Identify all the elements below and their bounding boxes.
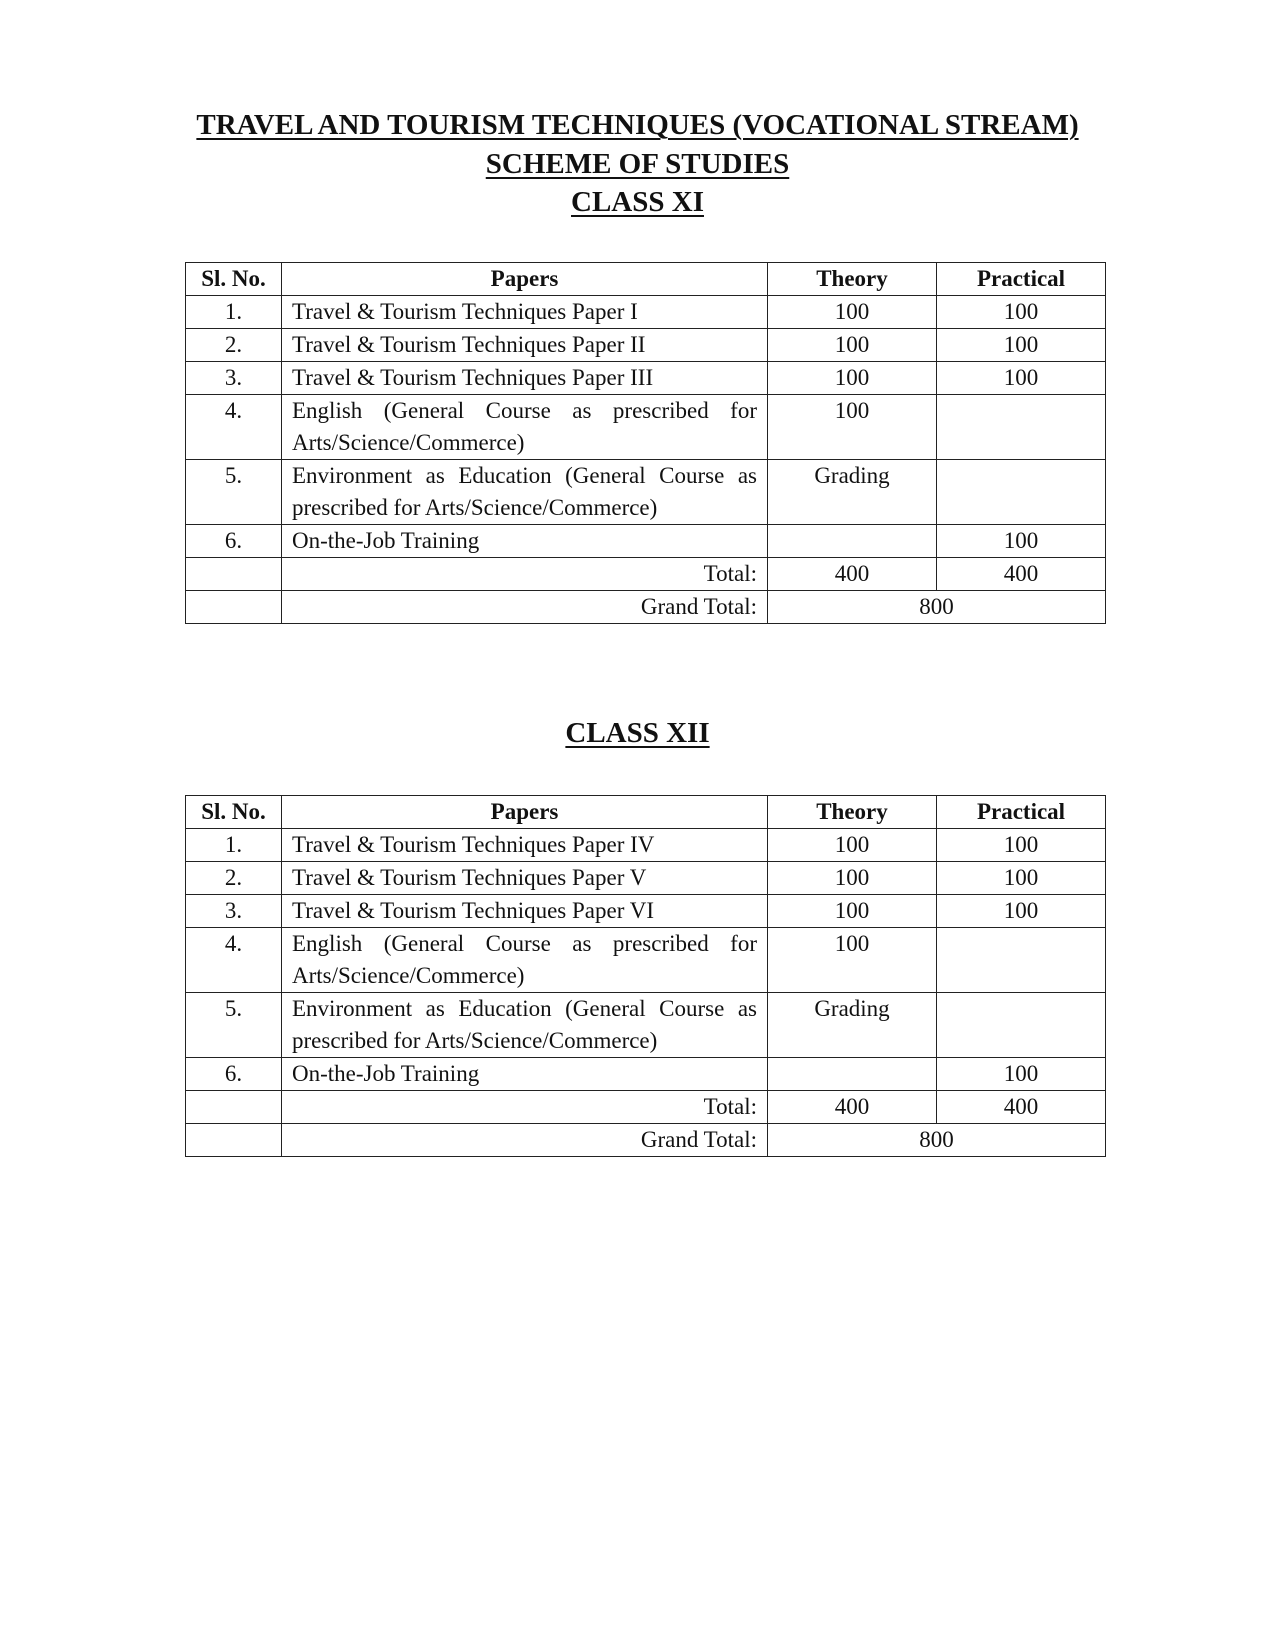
- practical-cell: 100: [937, 829, 1106, 862]
- column-header-sl-no: Sl. No.: [186, 263, 282, 296]
- paper-cell: Travel & Tourism Techniques Paper III: [282, 362, 768, 395]
- sl-no-cell: 6.: [186, 1058, 282, 1091]
- sl-no-cell: 2.: [186, 329, 282, 362]
- theory-cell: 100: [768, 362, 937, 395]
- paper-cell: Travel & Tourism Techniques Paper II: [282, 329, 768, 362]
- paper-cell: Travel & Tourism Techniques Paper I: [282, 296, 768, 329]
- sl-no-cell: 3.: [186, 895, 282, 928]
- column-header-theory: Theory: [768, 263, 937, 296]
- table-header-row: [186, 796, 1106, 829]
- empty-cell: [186, 1124, 282, 1157]
- sl-no-cell: 6.: [186, 525, 282, 558]
- paper-cell: Travel & Tourism Techniques Paper V: [282, 862, 768, 895]
- total-row: [186, 1091, 1106, 1124]
- table-row: [186, 525, 1106, 558]
- paper-cell: On-the-Job Training: [282, 1058, 768, 1091]
- grand-total-label: Grand Total:: [282, 1124, 768, 1157]
- theory-cell: 100: [768, 895, 937, 928]
- total-row: [186, 558, 1106, 591]
- practical-cell: 100: [937, 895, 1106, 928]
- paper-cell: Travel & Tourism Techniques Paper VI: [282, 895, 768, 928]
- table-row: [186, 460, 1106, 525]
- column-header-practical: Practical: [937, 263, 1106, 296]
- column-header-papers: Papers: [282, 263, 768, 296]
- class-xii-heading: CLASS XII: [565, 717, 710, 749]
- table-row: [186, 928, 1106, 993]
- document-subtitle: SCHEME OF STUDIES: [485, 148, 790, 180]
- empty-cell: [186, 591, 282, 624]
- theory-cell: [768, 1058, 937, 1091]
- sl-no-cell: 1.: [186, 296, 282, 329]
- sl-no-cell: 5.: [186, 460, 282, 525]
- theory-cell: 100: [768, 829, 937, 862]
- theory-cell: 100: [768, 329, 937, 362]
- theory-cell: 100: [768, 395, 937, 460]
- practical-cell: 100: [937, 329, 1106, 362]
- grand-total-value: 800: [768, 591, 1106, 624]
- sl-no-cell: 2.: [186, 862, 282, 895]
- practical-cell: [937, 993, 1106, 1058]
- grand-total-row: [186, 591, 1106, 624]
- practical-cell: 100: [937, 525, 1106, 558]
- sl-no-cell: 5.: [186, 993, 282, 1058]
- paper-cell: Environment as Education (General Course as prescribed for Arts/Science/Commerce): [282, 460, 768, 525]
- theory-cell: [768, 525, 937, 558]
- class-xi-heading: CLASS XI: [571, 186, 704, 218]
- table-row: [186, 296, 1106, 329]
- total-practical: 400: [937, 1091, 1106, 1124]
- document-title: TRAVEL AND TOURISM TECHNIQUES (VOCATIONAL STREAM): [196, 109, 1079, 141]
- paper-cell: English (General Course as prescribed for Arts/Science/Commerce): [282, 395, 768, 460]
- table-row: [186, 362, 1106, 395]
- total-label: Total:: [282, 1091, 768, 1124]
- practical-cell: [937, 395, 1106, 460]
- table-row: [186, 1058, 1106, 1091]
- theory-cell: 100: [768, 296, 937, 329]
- table-header-row: [186, 263, 1106, 296]
- sl-no-cell: 4.: [186, 928, 282, 993]
- grand-total-label: Grand Total:: [282, 591, 768, 624]
- class-xi-table: [185, 262, 1106, 624]
- table-row: [186, 329, 1106, 362]
- paper-cell: English (General Course as prescribed for Arts/Science/Commerce): [282, 928, 768, 993]
- total-practical: 400: [937, 558, 1106, 591]
- table-row: [186, 862, 1106, 895]
- table-row: [186, 829, 1106, 862]
- theory-cell: 100: [768, 928, 937, 993]
- total-theory: 400: [768, 1091, 937, 1124]
- practical-cell: [937, 460, 1106, 525]
- grand-total-row: [186, 1124, 1106, 1157]
- theory-cell: 100: [768, 862, 937, 895]
- paper-cell: Environment as Education (General Course as prescribed for Arts/Science/Commerce): [282, 993, 768, 1058]
- sl-no-cell: 4.: [186, 395, 282, 460]
- practical-cell: 100: [937, 862, 1106, 895]
- practical-cell: 100: [937, 1058, 1106, 1091]
- sl-no-cell: 1.: [186, 829, 282, 862]
- table-row: [186, 395, 1106, 460]
- grand-total-value: 800: [768, 1124, 1106, 1157]
- table-row: [186, 993, 1106, 1058]
- practical-cell: [937, 928, 1106, 993]
- column-header-theory: Theory: [768, 796, 937, 829]
- total-label: Total:: [282, 558, 768, 591]
- table-row: [186, 895, 1106, 928]
- sl-no-cell: 3.: [186, 362, 282, 395]
- empty-cell: [186, 1091, 282, 1124]
- column-header-sl-no: Sl. No.: [186, 796, 282, 829]
- column-header-papers: Papers: [282, 796, 768, 829]
- practical-cell: 100: [937, 362, 1106, 395]
- paper-cell: On-the-Job Training: [282, 525, 768, 558]
- theory-cell: Grading: [768, 993, 937, 1058]
- paper-cell: Travel & Tourism Techniques Paper IV: [282, 829, 768, 862]
- class-xii-table: [185, 795, 1106, 1157]
- empty-cell: [186, 558, 282, 591]
- column-header-practical: Practical: [937, 796, 1106, 829]
- theory-cell: Grading: [768, 460, 937, 525]
- practical-cell: 100: [937, 296, 1106, 329]
- total-theory: 400: [768, 558, 937, 591]
